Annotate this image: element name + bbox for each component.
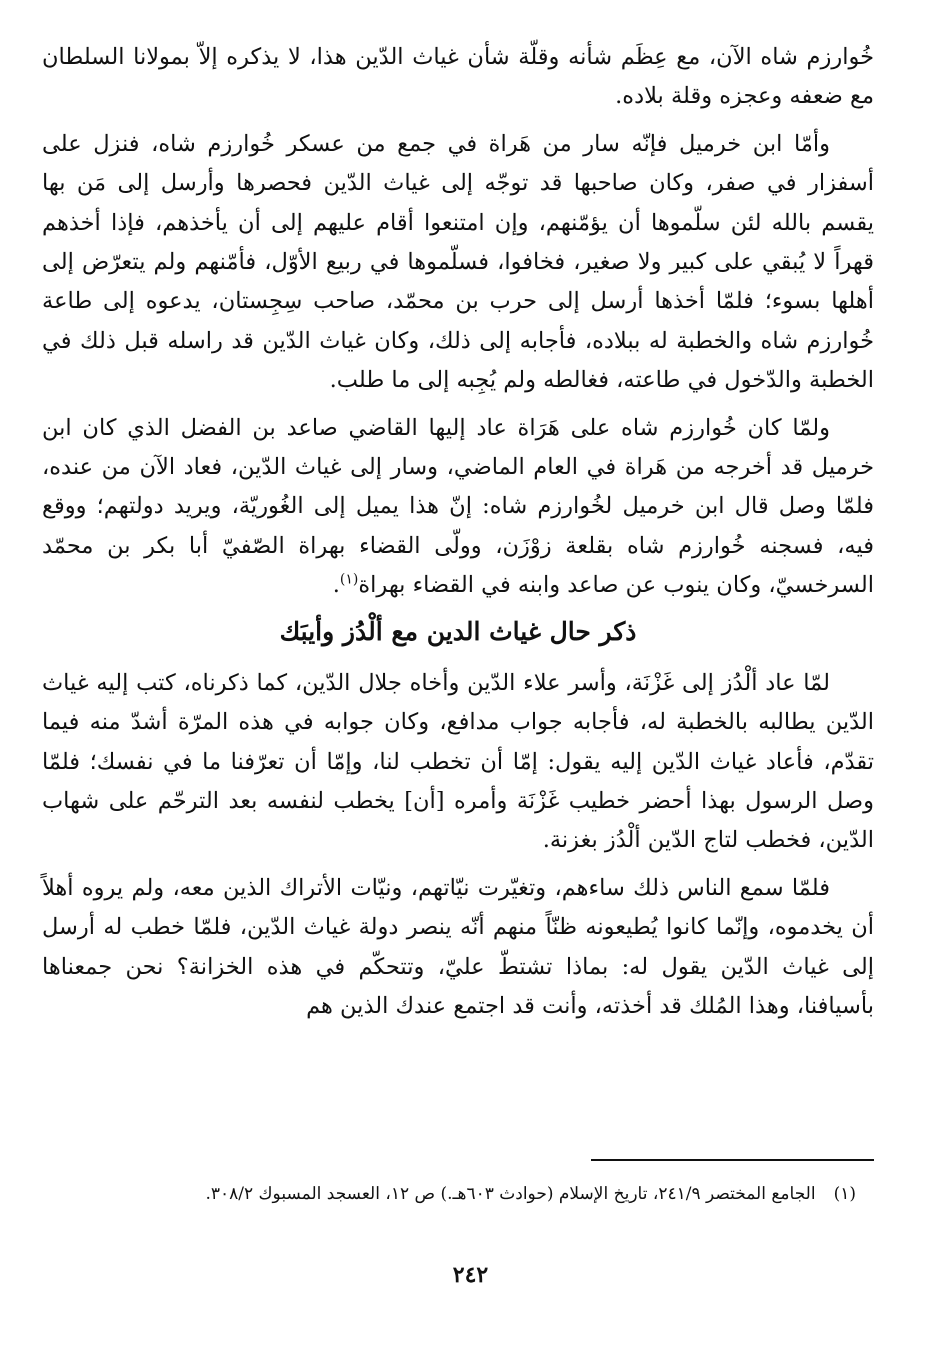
footnote	[62, 1179, 856, 1209]
body-paragraph-3-end: .	[332, 572, 340, 599]
body-paragraph-3-text: ولمّا كان خُوارزم شاه على هَرَاة عاد إليها القاضي صاعد بن الفضل الذي كان ابن خرميل قد أخرجه من هَراة في العام الماضي، وسار إلى غياث الدّين، فعاد الآن من عنده، فلمّا وصل قال ابن خرميل لخُوارزم شاه: إنّ هذا يميل إلى الغُوريّة، ويريد دولتهم؛ ووقع فيه، فسجنه خُوارزم شاه بقلعة زوْزَن، وولّى القضاء بهراة الصّفيّ أبا بكر بن محمّد السرخسيّ، وكان ينوب عن صاعد وابنه في القضاء بهراة	[42, 414, 874, 599]
body-paragraph-2: وأمّا ابن خرميل فإنّه سار من هَراة في جمع من عسكر خُوارزم شاه، فنزل على أسفزار في صفر، وكان صاحبها قد توجّه إلى غياث الدّين فحصرها وأرسل إلى مَن بها يقسم بالله لئن سلّموها أن يؤمّنهم، وإن امتنعوا أقام عليهم إلى أن يأخذهم، فإذا أخذهم قهراً لا يُبقي على كبير ولا صغير، فخافوا، فسلّموها في ربيع الأوّل، فأمّنهم ولم يتعرّض إلى أهلها بسوء؛ فلمّا أخذها أرسل إلى حرب بن محمّد، صاحب سِجِستان، يدعوه إلى طاعة خُوارزم شاه والخطبة له ببلاده، فأجابه إلى ذلك، وكان غياث الدّين قد راسله قبل ذلك في الخطبة والدّخول في طاعته، فغالطه ولم يُجِبه إلى ما طلب.	[42, 130, 874, 394]
page-number: ٢٤٢	[452, 1262, 489, 1288]
page-body	[42, 38, 874, 1034]
body-paragraph-3	[42, 409, 874, 606]
section-heading: ذكر حال غياث الدين مع ألْدُز وأيبَك	[279, 616, 637, 646]
footnote-reference: (١)	[339, 571, 359, 588]
footnote-marker: (١)	[833, 1184, 856, 1204]
section-paragraph-2: فلمّا سمع الناس ذلك ساءهم، وتغيّرت نيّاتهم، ونيّات الأتراك الذين معه، ولم يروه أهلاً أن يخدموه، وإنّما كانوا يُطيعونه ظنّاً منهم أنّه ينصر دولة غياث الدّين، فلمّا خطب له أرسل إلى غياث الدّين يقول له: بماذا تشتطّ عليّ، وتتحكّم في هذه الخزانة؟ نحن جمعناها بأسيافنا، وهذا المُلك قد أخذته، وأنت قد اجتمع عندك الذين هم	[42, 874, 874, 1019]
section-paragraph-1: لمّا عاد ألْدُز إلى غَزْنَة، وأسر علاء الدّين وأخاه جلال الدّين، كما ذكرناه، كتب إليه غياث الدّين يطالبه بالخطبة له، فأجابه جواب مدافع، وكان جوابه في هذه المرّة أشدّ منه فيما تقدّم، فأعاد غياث الدّين إليه يقول: إمّا أن تخطب لنا، وإمّا أن تعرّفنا ما في نفسك؛ فلمّا وصل الرسول بهذا أحضر خطيب غَزْنَة وأمره [أن] يخطب لنفسه بعد الترحّم على شهاب الدّين، فخطب لتاج الدّين ألْدُز بغزنة.	[42, 669, 874, 854]
body-paragraph-1: خُوارزم شاه الآن، مع عِظَم شأنه وقلّة شأن غياث الدّين هذا، لا يذكره إلاّ بمولانا السلطان مع ضعفه وعجزه وقلة بلاده.	[42, 44, 874, 110]
footnote-text: الجامع المختصر ٢٤١/٩، تاريخ الإسلام (حوادث ٦٠٣هـ.) ص ١٢، العسجد المسبوك ٣٠٨/٢.	[205, 1184, 816, 1204]
footnote-divider	[591, 1159, 874, 1161]
